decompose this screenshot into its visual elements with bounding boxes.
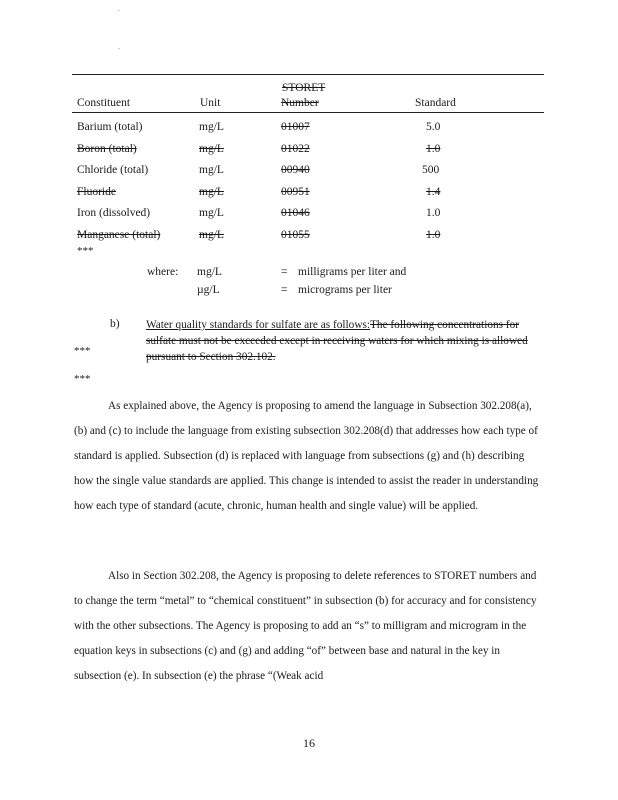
table-cell-standard: 1.0 xyxy=(426,143,441,155)
key-equals: = xyxy=(281,266,288,278)
table-cell-standard: 1.0 xyxy=(426,207,441,219)
table-cell-unit: mg/L xyxy=(199,186,224,198)
table-cell-number: 01022 xyxy=(281,143,310,155)
table-cell-constituent: Manganese (total) xyxy=(77,229,161,241)
header-unit: Unit xyxy=(200,97,221,109)
top-mark: . xyxy=(118,4,120,13)
item-b-label: b) xyxy=(110,318,120,330)
table-cell-unit: mg/L xyxy=(199,164,224,176)
item-b-side-ellipsis: *** xyxy=(74,345,91,357)
key-where: where: xyxy=(147,266,179,278)
table-cell-number: 01007 xyxy=(281,121,310,133)
key-unit: mg/L xyxy=(197,266,222,278)
table-cell-number: 01046 xyxy=(281,207,310,219)
table-cell-unit: mg/L xyxy=(199,229,224,241)
top-mark: . xyxy=(118,42,120,51)
table-cell-constituent: Boron (total) xyxy=(77,143,137,155)
table-cell-standard: 500 xyxy=(422,164,440,176)
table-cell-unit: mg/L xyxy=(199,121,224,133)
table-cell-constituent: Barium (total) xyxy=(77,121,143,133)
table-cell-number: 00951 xyxy=(281,186,310,198)
item-b-struck: The following concentrations for sulfate must not be exceeded except in receiving waters for which mixing is allowed pursuant to Section 302.102. xyxy=(146,319,528,363)
table-cell-standard: 1.0 xyxy=(426,229,441,241)
key-unit: µg/L xyxy=(197,284,220,296)
header-standard: Standard xyxy=(415,97,456,109)
table-cell-standard: 5.0 xyxy=(426,121,441,133)
table-cell-unit: mg/L xyxy=(199,207,224,219)
header-constituent: Constituent xyxy=(77,97,131,109)
table-cell-constituent: Chloride (total) xyxy=(77,164,149,176)
item-b-text xyxy=(146,317,544,365)
table-header-rule xyxy=(72,112,544,113)
table-cell-constituent: Fluoride xyxy=(77,186,116,198)
table-cell-number: 00940 xyxy=(281,164,310,176)
item-b-underlined: Water quality standards for sulfate are as follows: xyxy=(146,319,371,331)
table-cell-constituent: Iron (dissolved) xyxy=(77,207,151,219)
table-cell-unit: mg/L xyxy=(199,143,224,155)
body-paragraph: Also in Section 302.208, the Agency is proposing to delete references to STORET numbers and to change the term “metal” to “chemical constituent” in subsection (b) for accuracy and for consistency with the other subsections. The Agency is proposing to add an “s” to milligram and microgram in the equation keys in subsections (c) and (g) and adding “of” between base and natural in the key in subsection (e). In subsection (e) the phrase “(Weak acid xyxy=(74,570,537,682)
page-number: 16 xyxy=(303,736,315,750)
table-ellipsis: *** xyxy=(77,245,94,257)
body-paragraph: As explained above, the Agency is proposing to amend the language in Subsection 302.208(a), (b) and (c) to include the language from existing subsection 302.208(d) that addresses how each type of standard is applied. Subsection (d) is replaced with language from subsections (g) and (h) describing how the single value standards are applied. This change is intended to assist the reader in understanding how each type of standard (acute, chronic, human health and single value) will be applied. xyxy=(74,400,539,512)
table-top-rule xyxy=(72,74,544,75)
key-equals: = xyxy=(281,284,288,296)
key-meaning: milligrams per liter and xyxy=(298,266,407,278)
table-cell-number: 01055 xyxy=(281,229,310,241)
header-storet: STORET xyxy=(282,82,326,94)
key-meaning: micrograms per liter xyxy=(298,284,392,296)
table-cell-standard: 1.4 xyxy=(426,186,441,198)
item-b-after-ellipsis: *** xyxy=(74,373,91,385)
header-number: Number xyxy=(281,97,319,109)
